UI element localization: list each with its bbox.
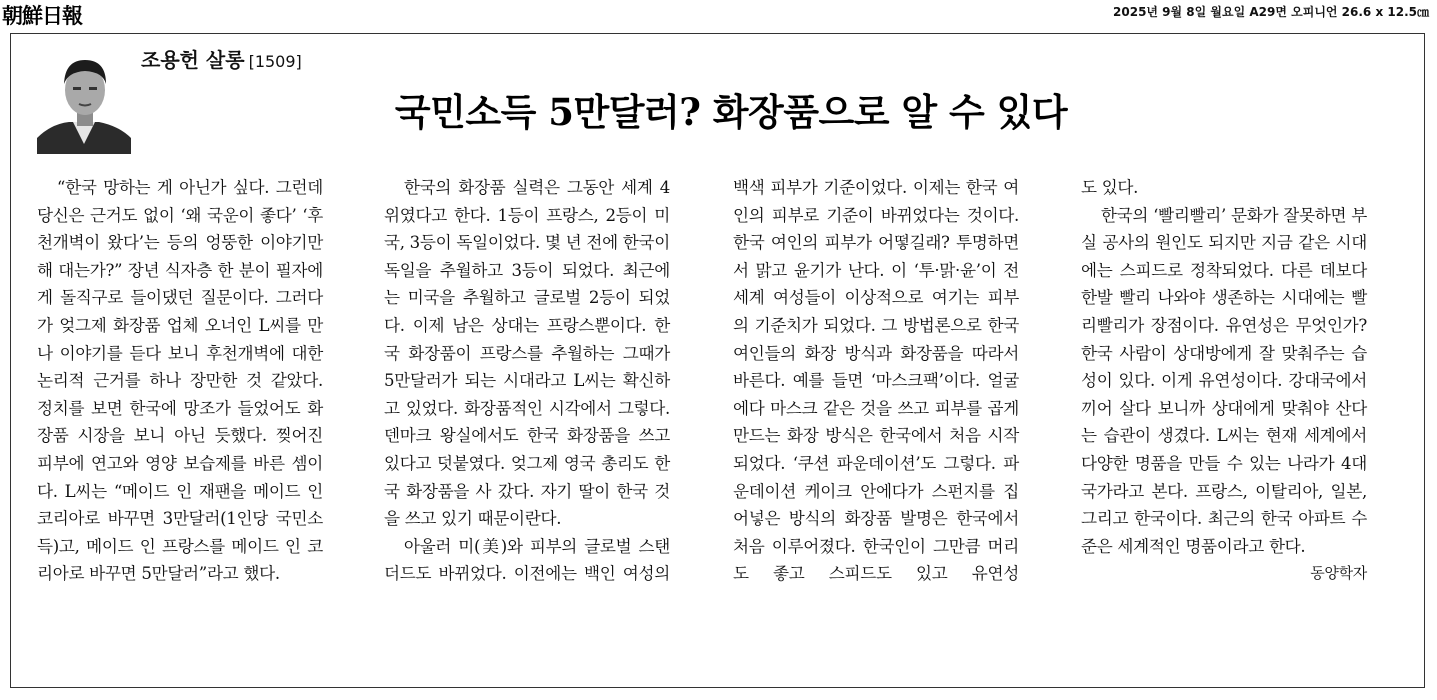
article-frame — [10, 33, 1425, 688]
author-byline: 동양학자 — [1310, 564, 1367, 583]
series-name: 조용헌 살롱 — [141, 48, 245, 72]
article-column-1 — [37, 174, 323, 588]
newspaper-logo: 朝鮮日報 — [2, 3, 82, 28]
article-column-3 — [733, 174, 1019, 588]
masthead — [2, 0, 1435, 26]
paragraph: 한국의 화장품 실력은 그동안 세계 4위였다고 한다. 1등이 프랑스, 2등이 미국, 3등이 독일이었다. 몇 년 전에 한국이 독일을 추월하고 3등이 되었다. 최근에는 미국을 추월하고 글로벌 2등이 되었다. 이제 남은 상대는 프랑스뿐이다. 한국 화장품이 프랑스를 추월하는 그때가 5만달러가 되는 시대라고 L씨는 확신하고 있었다. 화장품적인 시각에서 그렇다. 덴마크 왕실에서도 한국 화장품을 쓰고 있다고 덧붙였다. 엊그제 영국 총리도 한국 화장품을 사 갔다. 자기 딸이 한국 것을 쓰고 있기 때문이란다. — [384, 178, 670, 529]
paragraph: 아울러 미(美)와 피부의 글로벌 스탠더드도 바뀌었다. 이전에는 백인 여성의 — [384, 536, 670, 584]
paragraph: “한국 망하는 게 아닌가 싶다. 그런데 당신은 근거도 없이 ‘왜 국운이 좋다’ ‘후천개벽이 왔다’는 등의 엉뚱한 이야기만 해 대는가?” 장년 식자층 한 분이 필자에게 돌직구로 들이댔던 질문이다. 그러다가 엊그제 화장품 업체 오너인 L씨를 만나 이야기를 듣다 보니 후천개벽에 대한 논리적 근거를 하나 장만한 것 같았다. 정치를 보면 한국에 망조가 들었어도 화장품 시장을 보니 아닌 듯했다. 찢어진 피부에 연고와 영양 보습제를 바른 셈이다. L씨는 “메이드 인 재팬을 메이드 인 코리아로 바꾸면 3만달러(1인당 국민소득)고, 메이드 인 프랑스를 메이드 인 코리아로 바꾸면 5만달러”라고 했다. — [37, 178, 323, 584]
article-headline: 국민소득 5만달러? 화장품으로 알 수 있다 — [394, 90, 1068, 134]
column-series-title — [141, 44, 302, 73]
paragraph: 도 있다. — [1081, 178, 1139, 197]
paragraph: 한국의 ‘빨리빨리’ 문화가 잘못하면 부실 공사의 원인도 되지만 지금 같은 시대에는 스피드로 정착되었다. 다른 데보다 한발 빨리 나와야 생존하는 시대에는 빨리빨리가 장점이다. 유연성은 무엇인가? 한국 사람이 상대방에게 잘 맞춰주는 습성이 있다. 이게 유연성이다. 강대국에서 끼어 살다 보니까 상대에게 맞춰야 산다는 습관이 생겼다. L씨는 현재 세계에서 다양한 명품을 만들 수 있는 나라가 4대 국가라고 본다. 프랑스, 이탈리아, 일본, 그리고 한국이다. 최근의 한국 아파트 수준은 세계적인 명품이라고 한다. — [1081, 205, 1367, 556]
article-column-4 — [1081, 174, 1367, 588]
paragraph: 백색 피부가 기준이었다. 이제는 한국 여인의 피부로 기준이 바뀌었다는 것이다. 한국 여인의 피부가 어떻길래? 투명하면서 맑고 윤기가 난다. 이 ‘투·맑·윤’이 전 세계 여성들이 이상적으로 여기는 피부의 기준치가 되었다. 그 방법론으로 한국 여인들의 화장 방식과 화장품을 따라서 바른다. 예를 들면 ‘마스크팩’이다. 얼굴에다 마스크 같은 것을 쓰고 피부를 곱게 만드는 화장 방식은 한국에서 처음 시작되었다. ‘쿠션 파운데이션’도 그렇다. 파운데이션 케이크 안에다가 스펀지를 집어넣은 방식의 화장품 발명은 한국에서 처음 이루어졌다. 한국인이 그만큼 머리도 좋고 스피드도 있고 유연성 — [733, 178, 1019, 584]
series-number: [1509] — [248, 52, 302, 71]
author-portrait-icon — [37, 46, 131, 154]
author-photo — [37, 46, 131, 154]
article-column-2 — [384, 174, 670, 588]
publication-info: 2025년 9월 8일 월요일 A29면 오피니언 26.6 x 12.5㎝ — [1113, 5, 1429, 19]
